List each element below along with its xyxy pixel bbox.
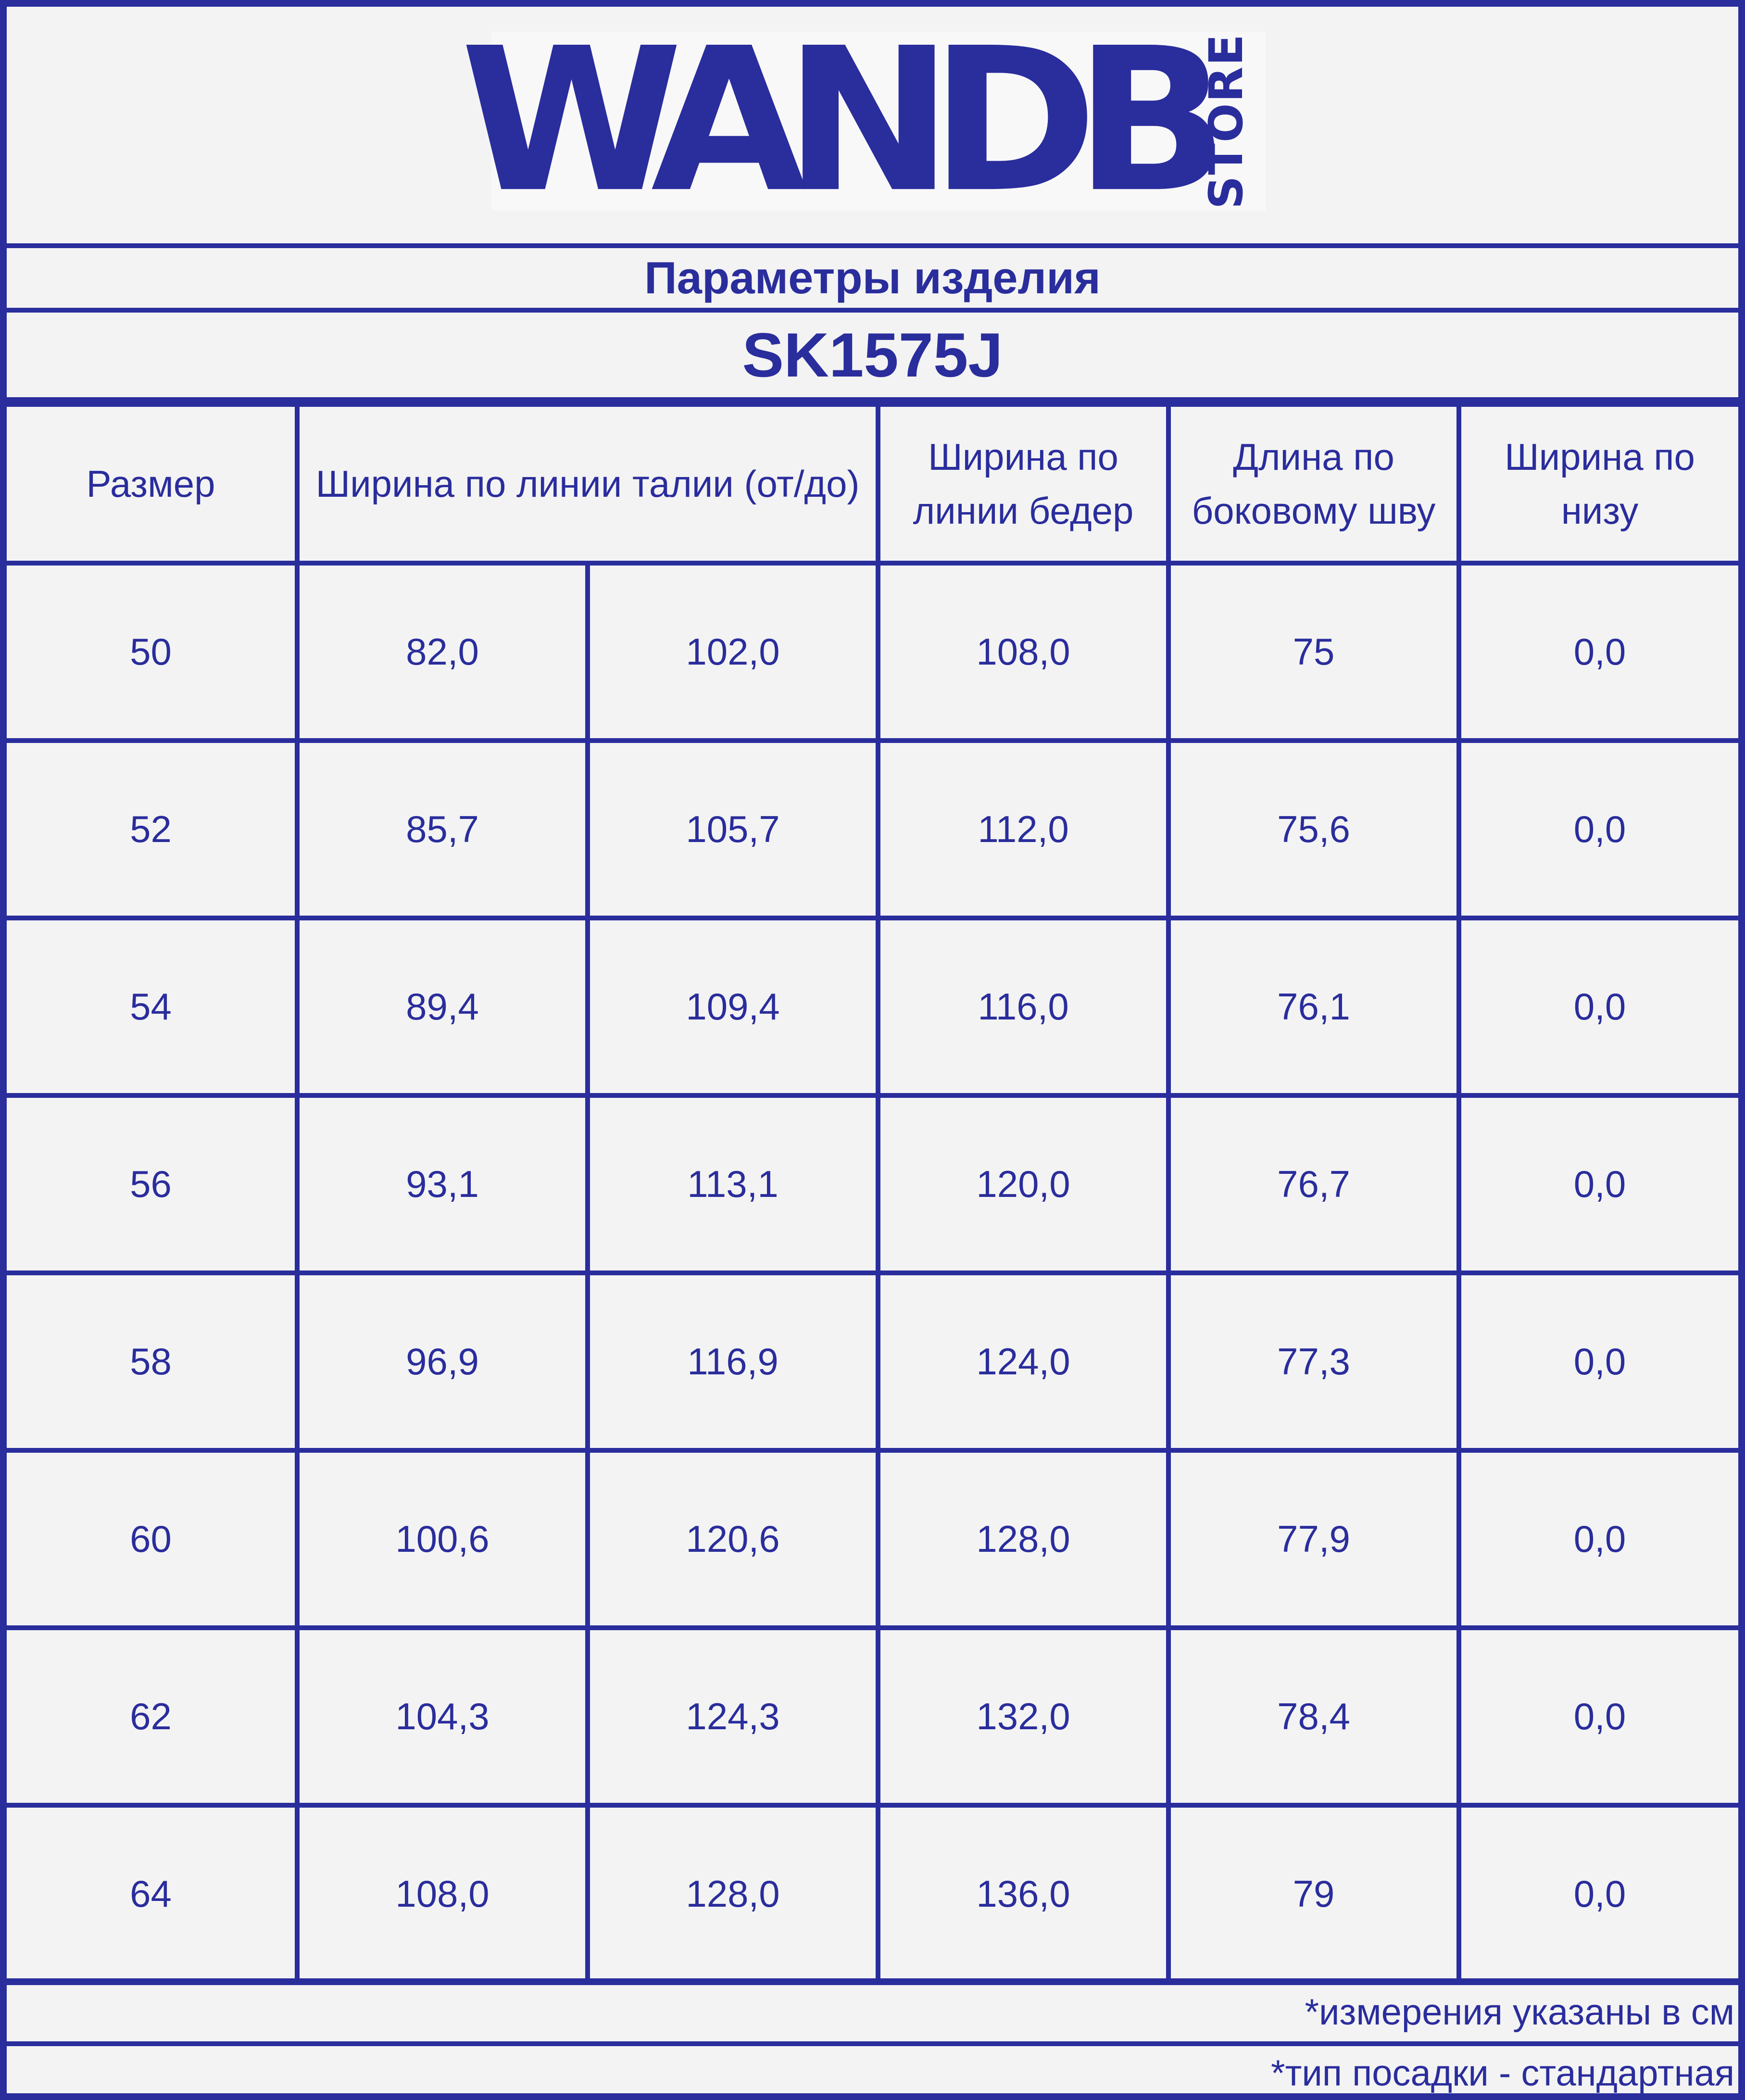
cell-waist-to: 102,0 xyxy=(588,563,878,741)
table-row xyxy=(7,1273,1738,1450)
cell-size: 50 xyxy=(7,563,297,741)
logo-store-text: STORE xyxy=(1199,33,1253,209)
cell-side-length: 77,9 xyxy=(1168,1450,1459,1628)
cell-bottom: 0,0 xyxy=(1459,1628,1738,1805)
cell-hips: 128,0 xyxy=(878,1450,1168,1628)
cell-hips: 112,0 xyxy=(878,741,1168,918)
table-row xyxy=(7,1095,1738,1273)
cell-size: 64 xyxy=(7,1805,297,1983)
header-waist: Ширина по линии талии (от/до) xyxy=(297,404,878,563)
cell-hips: 108,0 xyxy=(878,563,1168,741)
cell-waist-from: 89,4 xyxy=(297,918,588,1095)
table-row xyxy=(7,918,1738,1095)
cell-size: 56 xyxy=(7,1095,297,1273)
table-header-row xyxy=(7,404,1738,563)
cell-waist-from: 96,9 xyxy=(297,1273,588,1450)
cell-waist-to: 109,4 xyxy=(588,918,878,1095)
logo-wordmark: WANDB xyxy=(460,5,1205,237)
cell-size: 62 xyxy=(7,1628,297,1805)
cell-side-length: 79 xyxy=(1168,1805,1459,1983)
cell-size: 58 xyxy=(7,1273,297,1450)
table-row xyxy=(7,563,1738,741)
cell-waist-to: 120,6 xyxy=(588,1450,878,1628)
cell-waist-from: 108,0 xyxy=(297,1805,588,1983)
cell-waist-to: 128,0 xyxy=(588,1805,878,1983)
table-row xyxy=(7,1805,1738,1983)
cell-bottom: 0,0 xyxy=(1459,918,1738,1095)
cell-bottom: 0,0 xyxy=(1459,563,1738,741)
logo-store-label xyxy=(1186,32,1266,211)
cell-waist-from: 82,0 xyxy=(297,563,588,741)
header-hips: Ширина по линии бедер xyxy=(878,404,1168,563)
cell-bottom: 0,0 xyxy=(1459,1805,1738,1983)
header-size: Размер xyxy=(7,404,297,563)
cell-waist-from: 85,7 xyxy=(297,741,588,918)
note-units: *измерения указаны в см xyxy=(7,1978,1738,2041)
cell-side-length: 77,3 xyxy=(1168,1273,1459,1450)
cell-hips: 120,0 xyxy=(878,1095,1168,1273)
cell-waist-to: 113,1 xyxy=(588,1095,878,1273)
header-bottom: Ширина по низу xyxy=(1459,404,1738,563)
cell-side-length: 75,6 xyxy=(1168,741,1459,918)
cell-side-length: 78,4 xyxy=(1168,1628,1459,1805)
cell-waist-from: 100,6 xyxy=(297,1450,588,1628)
cell-waist-from: 93,1 xyxy=(297,1095,588,1273)
cell-size: 52 xyxy=(7,741,297,918)
cell-bottom: 0,0 xyxy=(1459,1450,1738,1628)
size-table xyxy=(7,402,1738,1985)
cell-size: 54 xyxy=(7,918,297,1095)
cell-bottom: 0,0 xyxy=(1459,1095,1738,1273)
cell-side-length: 76,7 xyxy=(1168,1095,1459,1273)
header-side-length: Длина по боковому шву xyxy=(1168,404,1459,563)
cell-side-length: 76,1 xyxy=(1168,918,1459,1095)
table-row xyxy=(7,741,1738,918)
cell-hips: 136,0 xyxy=(878,1805,1168,1983)
page-title: Параметры изделия xyxy=(7,248,1738,313)
article-code: SK1575J xyxy=(7,313,1738,402)
cell-waist-to: 116,9 xyxy=(588,1273,878,1450)
cell-waist-to: 124,3 xyxy=(588,1628,878,1805)
cell-hips: 116,0 xyxy=(878,918,1168,1095)
cell-waist-from: 104,3 xyxy=(297,1628,588,1805)
cell-hips: 132,0 xyxy=(878,1628,1168,1805)
cell-hips: 124,0 xyxy=(878,1273,1168,1450)
table-row xyxy=(7,1450,1738,1628)
cell-bottom: 0,0 xyxy=(1459,741,1738,918)
cell-bottom: 0,0 xyxy=(1459,1273,1738,1450)
cell-size: 60 xyxy=(7,1450,297,1628)
brand-logo xyxy=(460,5,1266,237)
table-row xyxy=(7,1628,1738,1805)
note-fit-type: *тип посадки - стандартная xyxy=(7,2041,1738,2100)
cell-waist-to: 105,7 xyxy=(588,741,878,918)
cell-side-length: 75 xyxy=(1168,563,1459,741)
logo-band xyxy=(7,7,1738,248)
